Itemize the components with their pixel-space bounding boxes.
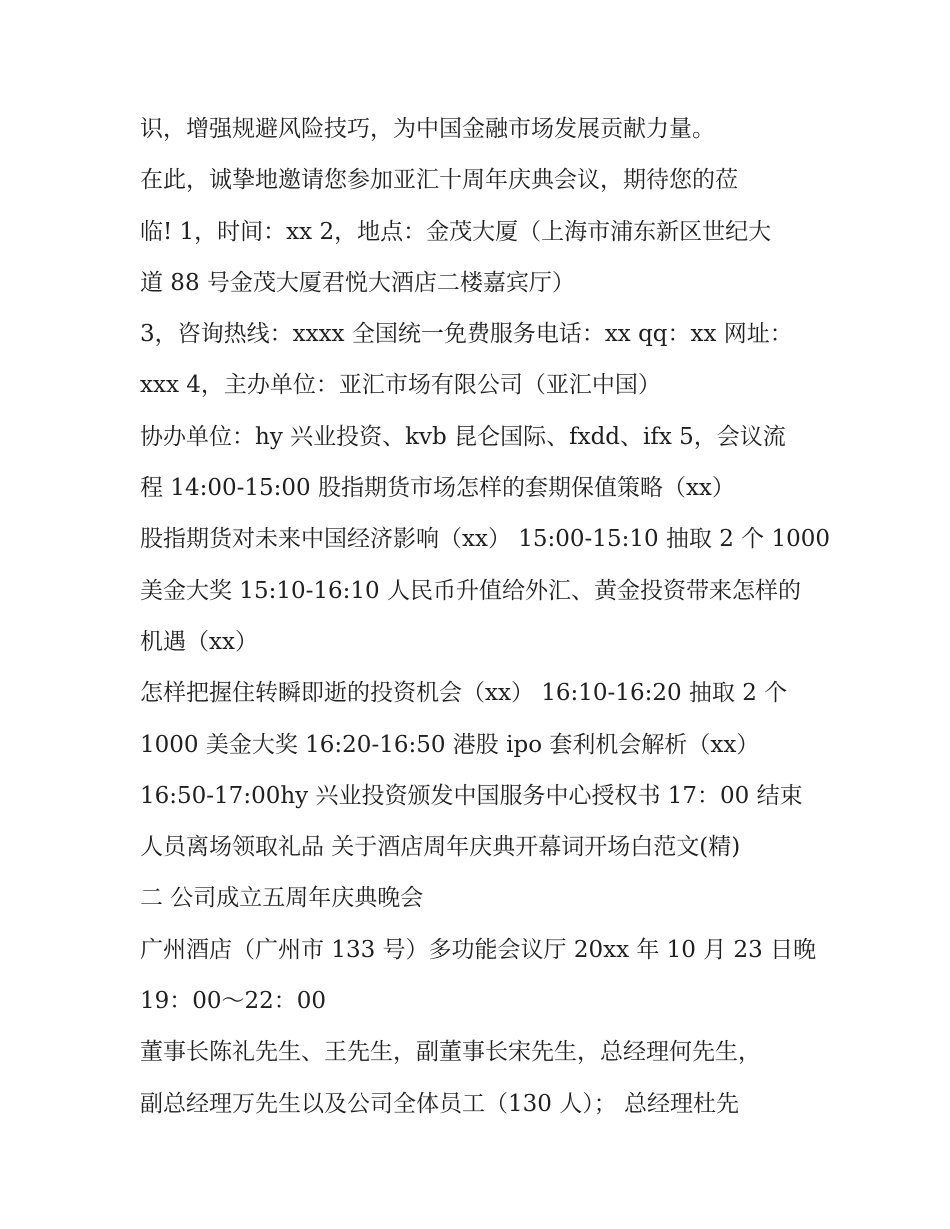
text-line: 19：00～22：00 (140, 988, 327, 1015)
text-line: 股指期货对未来中国经济影响（xx） 15:00-15:10 抽取 2 个 1000 (140, 526, 830, 553)
text-line: 广州酒店（广州市 133 号）多功能会议厅 20xx 年 10 月 23 日晚 (140, 936, 817, 963)
text-line: 二 公司成立五周年庆典晚会 (140, 885, 424, 912)
text-line: 临! 1，时间：xx 2，地点：金茂大厦（上海市浦东新区世纪大 (140, 218, 772, 245)
text-line: 美金大奖 15:10-16:10 人民币升值给外汇、黄金投资带来怎样的 (140, 577, 801, 604)
text-line: 道 88 号金茂大厦君悦大酒店二楼嘉宾厅） (140, 269, 575, 296)
text-line: 识，增强规避风险技巧，为中国金融市场发展贡献力量。 (140, 116, 715, 142)
text-line: 人员离场领取礼品 关于酒店周年庆典开幕词开场白范文(精) (140, 834, 741, 861)
text-line: xxx 4，主办单位：亚汇市场有限公司（亚汇中国） (140, 372, 661, 399)
text-line: 程 14:00-15:00 股指期货市场怎样的套期保值策略（xx） (140, 475, 735, 502)
text-line: 在此，诚挚地邀请您参加亚汇十周年庆典会议，期待您的莅 (140, 167, 738, 194)
text-line: 16:50-17:00hy 兴业投资颁发中国服务中心授权书 17：00 结束 (140, 782, 803, 809)
text-line: 1000 美金大奖 16:20-16:50 港股 ipo 套利机会解析（xx） (140, 731, 760, 758)
text-line: 董事长陈礼先生、王先生，副董事长宋先生，总经理何先生， (140, 1039, 761, 1066)
text-line: 副总经理万先生以及公司全体员工（130 人）； 总经理杜先 (140, 1090, 740, 1117)
text-line: 3，咨询热线：xxxx 全国统一免费服务电话：xx qq：xx 网址： (140, 321, 793, 348)
text-line: 机遇（xx） (140, 628, 258, 655)
text-line: 协办单位：hy 兴业投资、kvb 昆仑国际、fxdd、ifx 5，会议流 (140, 423, 786, 450)
text-line: 怎样把握住转瞬即逝的投资机会（xx） 16:10-16:20 抽取 2 个 (140, 680, 788, 707)
document-body (140, 104, 830, 1130)
